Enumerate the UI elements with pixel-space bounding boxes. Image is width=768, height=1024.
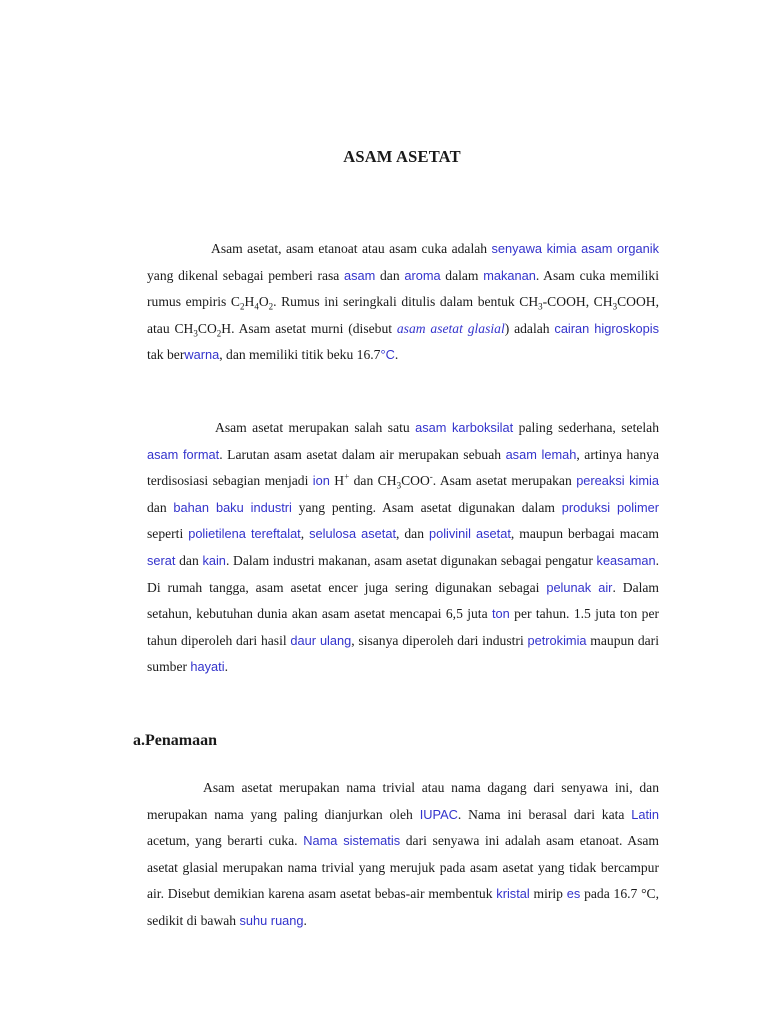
text-run: . Asam asetat merupakan [432,473,577,489]
link-pelunak-air[interactable]: pelunak air [546,579,613,595]
link-polietilena-tereftalat[interactable]: polietilena tereftalat [188,526,301,542]
text-run: . Nama ini berasal dari kata [457,806,632,822]
link-asam-lemah[interactable]: asam lemah [505,446,577,462]
text-run: ) adalah [504,320,555,336]
text-run: -COOH, CH [542,294,613,310]
subscript: 3 [538,301,543,312]
text-run: yang penting. Asam asetat digunakan dalam [291,499,562,515]
link-iupac[interactable]: IUPAC [419,806,458,822]
link-polivinil-asetat[interactable]: polivinil asetat [428,526,511,542]
link-kain[interactable]: kain [202,552,226,568]
subscript: 3 [396,480,402,491]
superscript: + [344,471,350,482]
document-title: ASAM ASETAT [343,147,461,166]
text-run: Asam asetat merupakan salah satu [215,420,416,435]
text-run: . Dalam industri makanan, asam asetat digunakan sebagai pengatur [225,552,597,568]
text-run: dan CH [349,473,397,489]
link-hayati[interactable]: hayati [190,659,225,675]
text-run: O [258,294,269,310]
paragraph-intro [147,236,659,369]
link-asam-karboksilat[interactable]: asam karboksilat [415,420,514,435]
text-run: H. Asam asetat murni (disebut [221,320,397,336]
text-run: . Larutan asam asetat dalam air merupakan sebuah [219,446,506,462]
text-run: CO [197,320,217,336]
link-serat[interactable]: serat [147,552,176,568]
paragraph-description [147,415,659,681]
text-run: COO [401,473,430,489]
link-pereaksi-kimia[interactable]: pereaksi kimia [576,473,660,489]
text-run: , [300,526,310,542]
text-run: dan [147,499,174,515]
text-run: . Asam cuka memiliki rumus empiris C [147,267,659,310]
link-asam[interactable]: asam [344,267,376,283]
text-run: per tahun. 1.5 juta ton per tahun diperoleh dari hasil [147,606,660,648]
link-warna[interactable]: warna [184,347,220,363]
link-aroma[interactable]: aroma [404,267,441,283]
link-celsius[interactable]: °C [380,347,395,363]
link-produksi-polimer[interactable]: produksi polimer [561,499,660,515]
text-run: Asam asetat merupakan nama trivial atau nama dagang dari senyawa ini, dan merupakan nama yang paling dianjurkan oleh [147,780,659,822]
text-run: . Rumus ini seringkali ditulis dalam bentuk CH [273,294,539,310]
subscript: 2 [239,301,245,312]
subscript: 2 [268,301,274,312]
superscript: - [429,471,433,482]
link-makanan[interactable]: makanan [483,267,536,283]
link-asam-format[interactable]: asam format [147,446,220,462]
link-cairan-higroskopis[interactable]: cairan higroskopis [554,320,660,336]
text-run: seperti [147,526,189,542]
link-bahan-baku-industri[interactable]: bahan baku industri [173,499,292,515]
text-run: pada 16.7 °C, sedikit di bawah [147,886,660,928]
text-run: dan [175,552,203,568]
link-kristal[interactable]: kristal [496,886,530,902]
text-run: , artinya hanya terdisosiasi sebagian menjadi [147,446,660,489]
text-run: . [224,659,228,675]
paragraph-naming [147,775,659,935]
text-run: maupun dari sumber [147,632,659,675]
subscript: 3 [612,301,618,312]
text-run: acetum, yang berarti cuka. [147,833,304,849]
link-es[interactable]: es [566,886,581,902]
text-run: H [244,294,255,310]
text-run: , sisanya diperoleh dari industri [351,632,528,648]
text-run: , maupun berbagai macam [510,526,660,542]
text-run: , dan [396,526,429,542]
subscript: 2 [216,328,222,339]
text-run: mirip [529,886,567,902]
text-run: . [303,912,307,928]
link-keasaman[interactable]: keasaman [596,552,656,568]
link-latin[interactable]: Latin [631,806,659,822]
text-run: . Dalam setahun, kebutuhan dunia akan asam asetat mencapai 6,5 juta [147,579,659,622]
text-run: dari senyawa ini adalah asam etanoat. Asam asetat glasial merupakan nama trivial yang merujuk pada asam asetat yang tidak bercampur air. Disebut demikian karena asam asetat bebas-air membentuk [147,833,660,902]
section-heading-penamaan: a.Penamaan [133,732,217,749]
link-nama-sistematis[interactable]: Nama sistematis [303,833,401,849]
subscript: 3 [193,328,198,339]
link-asam-asetat-glasial[interactable]: asam asetat glasial [396,320,505,336]
text-run: Asam asetat, asam etanoat atau asam cuka adalah [211,241,492,256]
link-daur-ulang[interactable]: daur ulang [290,632,352,648]
text-run: dan [375,267,405,283]
text-run: dalam [440,267,484,283]
link-ion[interactable]: ion [312,473,330,489]
text-run: yang dikenal sebagai pemberi rasa [147,267,345,283]
link-petrokimia[interactable]: petrokimia [527,632,587,648]
text-run: paling sederhana, setelah [513,420,660,435]
text-run: . [394,347,399,363]
subscript: 4 [254,301,259,312]
text-run: tak ber [147,347,185,363]
text-run: , dan memiliki titik beku 16.7 [219,347,381,363]
text-run: . Di rumah tangga, asam asetat encer juga sering digunakan sebagai [147,552,659,595]
link-ton[interactable]: ton [491,606,510,622]
text-run: H [329,473,345,489]
text-run: COOH, atau CH [147,294,659,336]
link-suhu-ruang[interactable]: suhu ruang [239,912,304,928]
link-selulosa-asetat[interactable]: selulosa asetat [309,526,397,542]
link-senyawa-kimia-asam-organik[interactable]: senyawa kimia asam organik [491,241,659,256]
